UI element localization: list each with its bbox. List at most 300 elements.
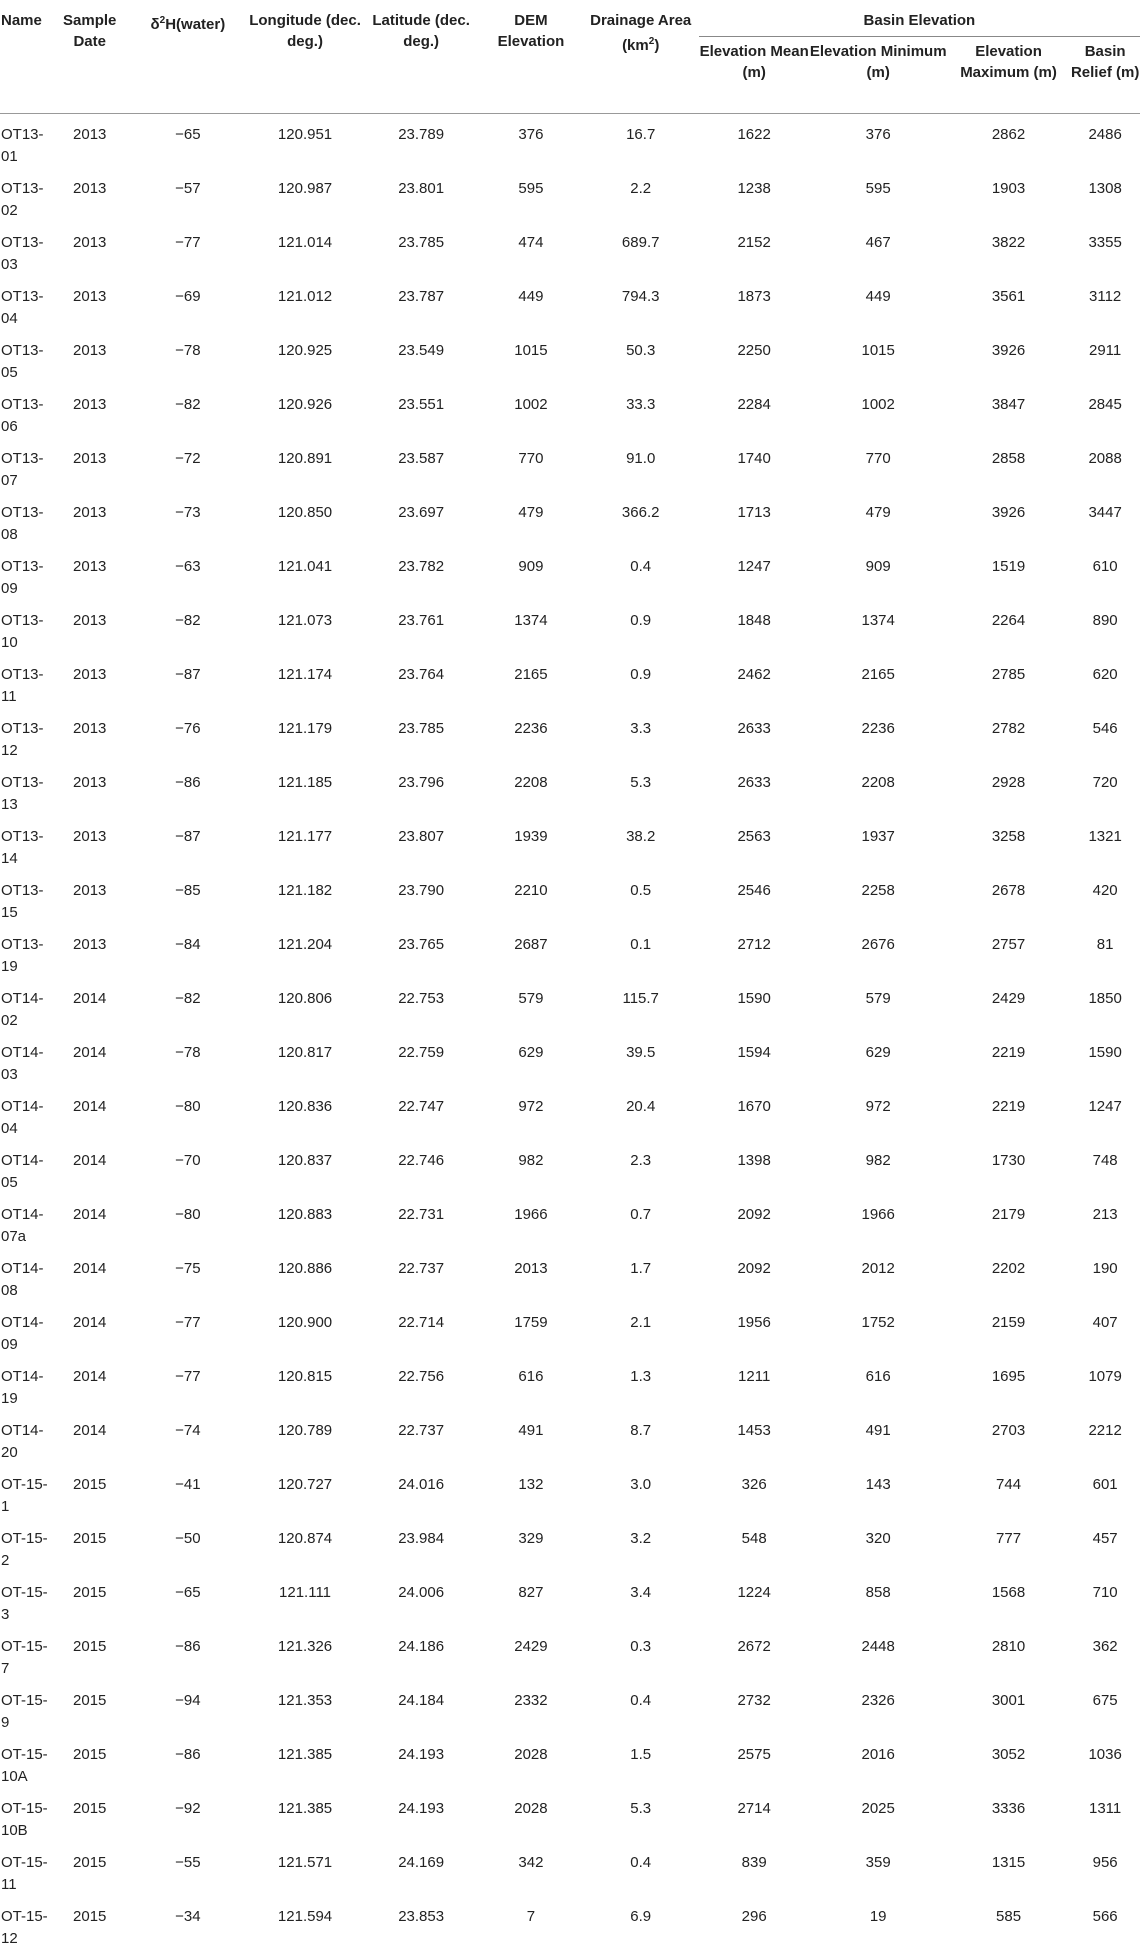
latitude-cell: 22.737: [363, 1248, 479, 1302]
elevation-maximum-cell: 1903: [947, 168, 1070, 222]
sample-date-cell: 2015: [51, 1518, 129, 1572]
elevation-mean-cell: 1238: [699, 168, 810, 222]
longitude-cell: 120.951: [247, 114, 363, 169]
elevation-minimum-cell: 359: [810, 1842, 947, 1896]
elevation-mean-cell: 2563: [699, 816, 810, 870]
d2h-cell: −34: [129, 1896, 247, 1950]
elevation-maximum-cell: 1315: [947, 1842, 1070, 1896]
d2h-cell: −86: [129, 762, 247, 816]
elevation-mean-cell: 1590: [699, 978, 810, 1032]
basin-relief-cell: 720: [1070, 762, 1140, 816]
d2h-cell: −41: [129, 1464, 247, 1518]
drainage-area-cell: 0.9: [583, 600, 699, 654]
latitude-cell: 23.764: [363, 654, 479, 708]
d2h-cell: −86: [129, 1734, 247, 1788]
name-cell: OT-15-1: [0, 1464, 51, 1518]
sample-date-cell: 2014: [51, 978, 129, 1032]
basin-relief-cell: 890: [1070, 600, 1140, 654]
longitude-cell: 120.806: [247, 978, 363, 1032]
table-row: [0, 492, 1140, 546]
d2h-cell: −82: [129, 384, 247, 438]
name-cell: OT13-10: [0, 600, 51, 654]
elevation-maximum-cell: 2429: [947, 978, 1070, 1032]
elevation-maximum-cell: 3847: [947, 384, 1070, 438]
elevation-maximum-cell: 744: [947, 1464, 1070, 1518]
elevation-mean-cell: 839: [699, 1842, 810, 1896]
elevation-mean-cell: 1453: [699, 1410, 810, 1464]
elevation-maximum-cell: 3258: [947, 816, 1070, 870]
elevation-minimum-cell: 2448: [810, 1626, 947, 1680]
table-row: [0, 816, 1140, 870]
elevation-maximum-cell: 3926: [947, 330, 1070, 384]
latitude-cell: 22.747: [363, 1086, 479, 1140]
longitude-cell: 121.353: [247, 1680, 363, 1734]
sample-date-cell: 2014: [51, 1248, 129, 1302]
elevation-mean-cell: 2462: [699, 654, 810, 708]
d2h-cell: −77: [129, 1356, 247, 1410]
sample-date-cell: 2015: [51, 1572, 129, 1626]
elevation-mean-cell: 2284: [699, 384, 810, 438]
d2h-cell: −82: [129, 600, 247, 654]
sample-date-cell: 2013: [51, 546, 129, 600]
basin-relief-cell: 407: [1070, 1302, 1140, 1356]
d2h-cell: −77: [129, 1302, 247, 1356]
elevation-minimum-cell: 595: [810, 168, 947, 222]
drainage-area-cell: 16.7: [583, 114, 699, 169]
table-row: [0, 330, 1140, 384]
table-row: [0, 1842, 1140, 1896]
elevation-mean-cell: 2575: [699, 1734, 810, 1788]
name-cell: OT14-04: [0, 1086, 51, 1140]
elevation-mean-cell: 2092: [699, 1194, 810, 1248]
table-row: [0, 1140, 1140, 1194]
drainage-area-cell: 38.2: [583, 816, 699, 870]
drainage-area-cell: 91.0: [583, 438, 699, 492]
basin-relief-cell: 675: [1070, 1680, 1140, 1734]
name-cell: OT13-07: [0, 438, 51, 492]
elevation-maximum-cell: 1730: [947, 1140, 1070, 1194]
drainage-area-cell: 0.5: [583, 870, 699, 924]
drainage-prefix: Drainage Area (km: [590, 12, 691, 54]
dem-elevation-cell: 1374: [479, 600, 582, 654]
d2h-cell: −84: [129, 924, 247, 978]
basin-relief-cell: 2088: [1070, 438, 1140, 492]
longitude-cell: 121.385: [247, 1788, 363, 1842]
name-cell: OT13-08: [0, 492, 51, 546]
d2h-cell: −94: [129, 1680, 247, 1734]
longitude-cell: 120.850: [247, 492, 363, 546]
longitude-cell: 120.727: [247, 1464, 363, 1518]
d2h-cell: −78: [129, 1032, 247, 1086]
sample-date-cell: 2015: [51, 1680, 129, 1734]
elevation-maximum-cell: 3822: [947, 222, 1070, 276]
name-cell: OT14-03: [0, 1032, 51, 1086]
dem-elevation-cell: 1966: [479, 1194, 582, 1248]
dem-elevation-cell: 376: [479, 114, 582, 169]
header-basin-relief: Basin Relief (m): [1070, 37, 1140, 114]
basin-relief-cell: 748: [1070, 1140, 1140, 1194]
name-cell: OT-15-12: [0, 1896, 51, 1950]
dem-elevation-cell: 2028: [479, 1788, 582, 1842]
basin-relief-cell: 362: [1070, 1626, 1140, 1680]
d2h-cell: −70: [129, 1140, 247, 1194]
elevation-minimum-cell: 376: [810, 114, 947, 169]
table-row: [0, 1734, 1140, 1788]
name-cell: OT14-05: [0, 1140, 51, 1194]
longitude-cell: 120.789: [247, 1410, 363, 1464]
elevation-maximum-cell: 3001: [947, 1680, 1070, 1734]
table-header: [0, 0, 1140, 114]
dem-elevation-cell: 2210: [479, 870, 582, 924]
dem-elevation-cell: 2013: [479, 1248, 582, 1302]
table-row: [0, 1464, 1140, 1518]
latitude-cell: 22.714: [363, 1302, 479, 1356]
elevation-minimum-cell: 1002: [810, 384, 947, 438]
latitude-cell: 23.587: [363, 438, 479, 492]
drainage-area-cell: 5.3: [583, 1788, 699, 1842]
sample-date-cell: 2013: [51, 870, 129, 924]
drainage-area-cell: 1.5: [583, 1734, 699, 1788]
sample-date-cell: 2013: [51, 600, 129, 654]
table-row: [0, 1788, 1140, 1842]
sample-date-cell: 2015: [51, 1734, 129, 1788]
d2h-cell: −78: [129, 330, 247, 384]
longitude-cell: 120.926: [247, 384, 363, 438]
d2h-cell: −85: [129, 870, 247, 924]
elevation-maximum-cell: 2264: [947, 600, 1070, 654]
dem-elevation-cell: 2687: [479, 924, 582, 978]
elevation-minimum-cell: 858: [810, 1572, 947, 1626]
name-cell: OT13-11: [0, 654, 51, 708]
drainage-area-cell: 5.3: [583, 762, 699, 816]
drainage-area-cell: 0.1: [583, 924, 699, 978]
sample-date-cell: 2014: [51, 1356, 129, 1410]
elevation-minimum-cell: 320: [810, 1518, 947, 1572]
d2h-cell: −50: [129, 1518, 247, 1572]
latitude-cell: 24.169: [363, 1842, 479, 1896]
dem-elevation-cell: 7: [479, 1896, 582, 1950]
sample-date-cell: 2013: [51, 114, 129, 169]
d2h-cell: −77: [129, 222, 247, 276]
name-cell: OT14-20: [0, 1410, 51, 1464]
latitude-cell: 23.782: [363, 546, 479, 600]
d2h-cell: −72: [129, 438, 247, 492]
longitude-cell: 120.883: [247, 1194, 363, 1248]
latitude-cell: 24.016: [363, 1464, 479, 1518]
sample-date-cell: 2013: [51, 438, 129, 492]
elevation-minimum-cell: 1374: [810, 600, 947, 654]
dem-elevation-cell: 479: [479, 492, 582, 546]
name-cell: OT-15-2: [0, 1518, 51, 1572]
basin-relief-cell: 457: [1070, 1518, 1140, 1572]
table-row: [0, 1194, 1140, 1248]
table-row: [0, 1032, 1140, 1086]
elevation-mean-cell: 2712: [699, 924, 810, 978]
drainage-suffix: ): [654, 37, 659, 54]
table-row: [0, 1356, 1140, 1410]
longitude-cell: 120.837: [247, 1140, 363, 1194]
longitude-cell: 120.900: [247, 1302, 363, 1356]
sample-date-cell: 2013: [51, 276, 129, 330]
elevation-minimum-cell: 2258: [810, 870, 947, 924]
header-dem-elevation: DEM Elevation: [479, 0, 582, 114]
table-row: [0, 1680, 1140, 1734]
elevation-mean-cell: 2546: [699, 870, 810, 924]
table-row: [0, 708, 1140, 762]
elevation-maximum-cell: 2782: [947, 708, 1070, 762]
header-sample-date: Sample Date: [51, 0, 129, 114]
elevation-maximum-cell: 3561: [947, 276, 1070, 330]
name-cell: OT13-14: [0, 816, 51, 870]
elevation-minimum-cell: 2012: [810, 1248, 947, 1302]
basin-relief-cell: 710: [1070, 1572, 1140, 1626]
sample-date-cell: 2013: [51, 168, 129, 222]
elevation-maximum-cell: 2862: [947, 114, 1070, 169]
latitude-cell: 23.761: [363, 600, 479, 654]
longitude-cell: 120.874: [247, 1518, 363, 1572]
dem-elevation-cell: 770: [479, 438, 582, 492]
basin-relief-cell: 2486: [1070, 114, 1140, 169]
drainage-area-cell: 689.7: [583, 222, 699, 276]
drainage-area-cell: 1.7: [583, 1248, 699, 1302]
drainage-area-cell: 8.7: [583, 1410, 699, 1464]
longitude-cell: 121.177: [247, 816, 363, 870]
dem-elevation-cell: 2332: [479, 1680, 582, 1734]
basin-relief-cell: 3112: [1070, 276, 1140, 330]
basin-relief-cell: 610: [1070, 546, 1140, 600]
d2h-cell: −65: [129, 1572, 247, 1626]
latitude-cell: 23.807: [363, 816, 479, 870]
table-row: [0, 924, 1140, 978]
sample-date-cell: 2013: [51, 708, 129, 762]
basin-relief-cell: 620: [1070, 654, 1140, 708]
latitude-cell: 23.785: [363, 222, 479, 276]
name-cell: OT14-02: [0, 978, 51, 1032]
latitude-cell: 24.184: [363, 1680, 479, 1734]
latitude-cell: 24.006: [363, 1572, 479, 1626]
drainage-area-cell: 0.4: [583, 546, 699, 600]
elevation-maximum-cell: 2159: [947, 1302, 1070, 1356]
elevation-maximum-cell: 3052: [947, 1734, 1070, 1788]
dem-elevation-cell: 909: [479, 546, 582, 600]
latitude-cell: 23.984: [363, 1518, 479, 1572]
table-row: [0, 870, 1140, 924]
dem-elevation-cell: 595: [479, 168, 582, 222]
latitude-cell: 23.785: [363, 708, 479, 762]
elevation-mean-cell: 1622: [699, 114, 810, 169]
name-cell: OT-15-10B: [0, 1788, 51, 1842]
dem-elevation-cell: 2028: [479, 1734, 582, 1788]
header-elevation-minimum: Elevation Minimum (m): [810, 37, 947, 114]
longitude-cell: 121.012: [247, 276, 363, 330]
sample-date-cell: 2013: [51, 492, 129, 546]
elevation-maximum-cell: 2219: [947, 1032, 1070, 1086]
elevation-maximum-cell: 2858: [947, 438, 1070, 492]
name-cell: OT14-09: [0, 1302, 51, 1356]
elevation-minimum-cell: 2208: [810, 762, 947, 816]
drainage-area-cell: 33.3: [583, 384, 699, 438]
header-drainage-area: [583, 0, 699, 114]
table-row: [0, 1302, 1140, 1356]
latitude-cell: 22.746: [363, 1140, 479, 1194]
d2h-cell: −80: [129, 1194, 247, 1248]
latitude-cell: 22.737: [363, 1410, 479, 1464]
name-cell: OT14-08: [0, 1248, 51, 1302]
drainage-area-cell: 20.4: [583, 1086, 699, 1140]
elevation-minimum-cell: 2676: [810, 924, 947, 978]
elevation-mean-cell: 2092: [699, 1248, 810, 1302]
longitude-cell: 121.204: [247, 924, 363, 978]
sample-date-cell: 2015: [51, 1842, 129, 1896]
sample-date-cell: 2013: [51, 654, 129, 708]
dem-elevation-cell: 2208: [479, 762, 582, 816]
d2h-cell: −65: [129, 114, 247, 169]
d2h-cell: −80: [129, 1086, 247, 1140]
dem-elevation-cell: 491: [479, 1410, 582, 1464]
drainage-area-cell: 2.1: [583, 1302, 699, 1356]
elevation-maximum-cell: 3336: [947, 1788, 1070, 1842]
sample-date-cell: 2013: [51, 924, 129, 978]
dem-elevation-cell: 827: [479, 1572, 582, 1626]
sample-date-cell: 2013: [51, 762, 129, 816]
latitude-cell: 23.787: [363, 276, 479, 330]
longitude-cell: 121.182: [247, 870, 363, 924]
drainage-area-cell: 3.2: [583, 1518, 699, 1572]
dem-elevation-cell: 2429: [479, 1626, 582, 1680]
name-cell: OT13-05: [0, 330, 51, 384]
elevation-minimum-cell: 467: [810, 222, 947, 276]
table-row: [0, 762, 1140, 816]
elevation-minimum-cell: 579: [810, 978, 947, 1032]
table-row: [0, 276, 1140, 330]
name-cell: OT13-04: [0, 276, 51, 330]
elevation-mean-cell: 2633: [699, 762, 810, 816]
dem-elevation-cell: 982: [479, 1140, 582, 1194]
dem-elevation-cell: 2165: [479, 654, 582, 708]
elevation-minimum-cell: 2165: [810, 654, 947, 708]
latitude-cell: 22.756: [363, 1356, 479, 1410]
latitude-cell: 23.801: [363, 168, 479, 222]
longitude-cell: 121.014: [247, 222, 363, 276]
basin-relief-cell: 1321: [1070, 816, 1140, 870]
d2h-cell: −86: [129, 1626, 247, 1680]
d2h-suffix: H(water): [165, 16, 225, 33]
basin-relief-cell: 1590: [1070, 1032, 1140, 1086]
longitude-cell: 121.073: [247, 600, 363, 654]
table-row: [0, 222, 1140, 276]
drainage-area-cell: 0.7: [583, 1194, 699, 1248]
elevation-mean-cell: 1740: [699, 438, 810, 492]
d2h-cell: −87: [129, 816, 247, 870]
elevation-mean-cell: 1398: [699, 1140, 810, 1194]
basin-relief-cell: 1247: [1070, 1086, 1140, 1140]
drainage-area-cell: 1.3: [583, 1356, 699, 1410]
elevation-minimum-cell: 19: [810, 1896, 947, 1950]
latitude-cell: 24.193: [363, 1788, 479, 1842]
elevation-maximum-cell: 1519: [947, 546, 1070, 600]
dem-elevation-cell: 972: [479, 1086, 582, 1140]
longitude-cell: 121.111: [247, 1572, 363, 1626]
name-cell: OT13-19: [0, 924, 51, 978]
table-row: [0, 978, 1140, 1032]
basin-relief-cell: 190: [1070, 1248, 1140, 1302]
elevation-maximum-cell: 2179: [947, 1194, 1070, 1248]
elevation-mean-cell: 2714: [699, 1788, 810, 1842]
elevation-mean-cell: 1713: [699, 492, 810, 546]
elevation-minimum-cell: 2326: [810, 1680, 947, 1734]
drainage-area-cell: 0.4: [583, 1842, 699, 1896]
sample-date-cell: 2015: [51, 1788, 129, 1842]
sample-date-cell: 2014: [51, 1194, 129, 1248]
longitude-cell: 120.815: [247, 1356, 363, 1410]
sample-date-cell: 2013: [51, 816, 129, 870]
name-cell: OT-15-10A: [0, 1734, 51, 1788]
table-row: [0, 438, 1140, 492]
elevation-maximum-cell: 1568: [947, 1572, 1070, 1626]
dem-elevation-cell: 629: [479, 1032, 582, 1086]
elevation-minimum-cell: 1937: [810, 816, 947, 870]
basin-relief-cell: 2845: [1070, 384, 1140, 438]
header-elevation-mean: Elevation Mean (m): [699, 37, 810, 114]
elevation-mean-cell: 2633: [699, 708, 810, 762]
elevation-maximum-cell: 1695: [947, 1356, 1070, 1410]
elevation-minimum-cell: 143: [810, 1464, 947, 1518]
elevation-mean-cell: 1594: [699, 1032, 810, 1086]
elevation-minimum-cell: 1966: [810, 1194, 947, 1248]
elevation-mean-cell: 1873: [699, 276, 810, 330]
elevation-minimum-cell: 629: [810, 1032, 947, 1086]
elevation-minimum-cell: 1752: [810, 1302, 947, 1356]
d2h-cell: −87: [129, 654, 247, 708]
table-row: [0, 1248, 1140, 1302]
name-cell: OT13-15: [0, 870, 51, 924]
elevation-mean-cell: 548: [699, 1518, 810, 1572]
drainage-area-cell: 2.3: [583, 1140, 699, 1194]
elevation-minimum-cell: 449: [810, 276, 947, 330]
basin-relief-cell: 3355: [1070, 222, 1140, 276]
drainage-area-cell: 39.5: [583, 1032, 699, 1086]
basin-relief-cell: 1036: [1070, 1734, 1140, 1788]
elevation-maximum-cell: 2703: [947, 1410, 1070, 1464]
d2h-prefix: δ: [151, 16, 160, 33]
table-row: [0, 168, 1140, 222]
table-row: [0, 1626, 1140, 1680]
dem-elevation-cell: 2236: [479, 708, 582, 762]
latitude-cell: 23.697: [363, 492, 479, 546]
table-row: [0, 1410, 1140, 1464]
dem-elevation-cell: 474: [479, 222, 582, 276]
elevation-minimum-cell: 616: [810, 1356, 947, 1410]
dem-elevation-cell: 132: [479, 1464, 582, 1518]
basin-relief-cell: 1079: [1070, 1356, 1140, 1410]
d2h-sup: 2: [160, 15, 166, 26]
elevation-maximum-cell: 2678: [947, 870, 1070, 924]
drainage-area-cell: 0.9: [583, 654, 699, 708]
basin-relief-cell: 213: [1070, 1194, 1140, 1248]
table-row: [0, 1896, 1140, 1950]
elevation-maximum-cell: 2219: [947, 1086, 1070, 1140]
longitude-cell: 121.571: [247, 1842, 363, 1896]
d2h-cell: −76: [129, 708, 247, 762]
elevation-mean-cell: 2672: [699, 1626, 810, 1680]
name-cell: OT-15-11: [0, 1842, 51, 1896]
drainage-area-cell: 366.2: [583, 492, 699, 546]
sample-date-cell: 2013: [51, 384, 129, 438]
table-row: [0, 546, 1140, 600]
sample-date-cell: 2014: [51, 1410, 129, 1464]
longitude-cell: 121.185: [247, 762, 363, 816]
elevation-maximum-cell: 2928: [947, 762, 1070, 816]
